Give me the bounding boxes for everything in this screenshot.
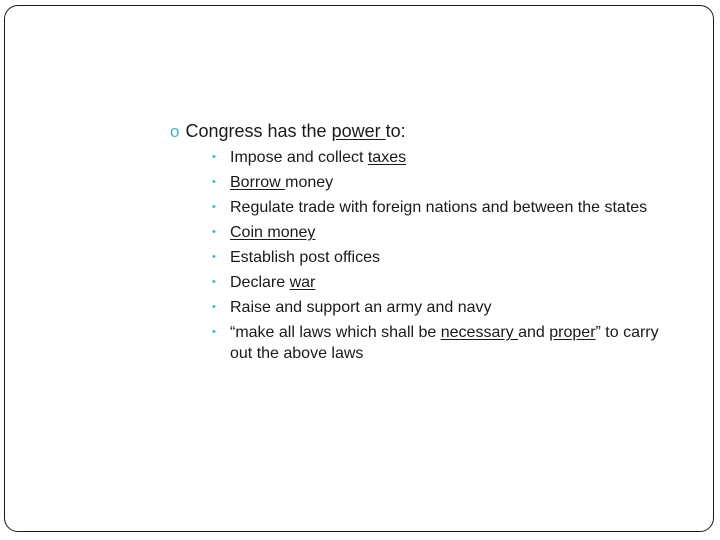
underlined-text: Borrow xyxy=(230,174,286,191)
list-item xyxy=(212,197,682,218)
underlined-text: war xyxy=(289,274,316,291)
bullet-icon: • xyxy=(212,176,216,188)
item-text: Regulate trade with foreign nations and between the states xyxy=(230,199,648,216)
item-text: ” to carry out the above laws xyxy=(230,324,659,362)
item-text: Impose and collect xyxy=(230,149,368,166)
underlined-text: money xyxy=(267,224,316,241)
item-text: money xyxy=(285,174,334,191)
item-text: “make all laws which shall be xyxy=(230,324,441,341)
item-text: Declare xyxy=(230,274,290,291)
bullet-icon: • xyxy=(212,151,216,163)
list-item xyxy=(212,247,682,268)
list-item xyxy=(212,147,682,168)
list-item xyxy=(212,322,682,364)
underlined-text: taxes xyxy=(367,149,407,166)
list-item xyxy=(212,222,682,243)
heading-bullet: o xyxy=(170,122,180,141)
bullet-icon: • xyxy=(212,276,216,288)
powers-list xyxy=(212,147,682,368)
item-text: and xyxy=(518,324,550,341)
slide-heading xyxy=(170,120,406,143)
bullet-icon: • xyxy=(212,326,216,338)
underlined-text: proper xyxy=(549,324,596,341)
list-item xyxy=(212,272,682,293)
bullet-icon: • xyxy=(212,251,216,263)
bullet-icon: • xyxy=(212,226,216,238)
item-text: Raise and support an army and navy xyxy=(230,299,492,316)
heading-suffix: to: xyxy=(385,121,406,141)
heading-underlined-word: power xyxy=(331,121,386,141)
bullet-icon: • xyxy=(212,301,216,313)
underlined-text: Coin xyxy=(230,224,268,241)
underlined-text: necessary xyxy=(440,324,519,341)
heading-prefix: Congress has the xyxy=(185,121,332,141)
bullet-icon: • xyxy=(212,201,216,213)
item-text: Establish post offices xyxy=(230,249,381,266)
list-item xyxy=(212,297,682,318)
list-item xyxy=(212,172,682,193)
